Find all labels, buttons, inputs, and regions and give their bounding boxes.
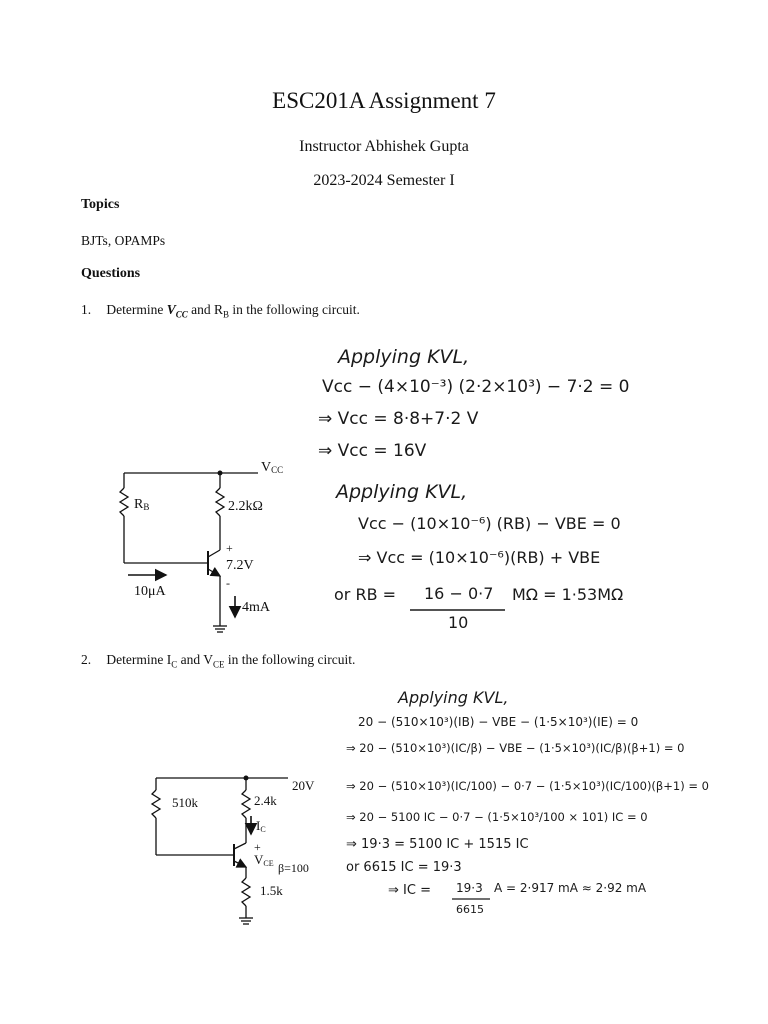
solution-1-line-8: or RB =	[334, 585, 397, 604]
solution-1-line-1: Applying KVL,	[338, 346, 470, 368]
solution-2-line-5: ⇒ 20 − 5100 IC − 0·7 − (1·5×10³/100 × 101) IC = 0	[346, 810, 648, 824]
question-1-text-b: and R	[187, 302, 224, 317]
solution-1-line-9: MΩ = 1·53MΩ	[512, 585, 624, 604]
questions-heading: Questions	[81, 266, 141, 281]
circuit-1-vce-label: 7.2V	[226, 558, 254, 573]
circuit-2-plus: +	[254, 840, 261, 854]
question-1-var-vcc: $V_{CC}$	[166, 302, 188, 320]
circuit-1-rb-resistor	[120, 488, 128, 516]
circuit-2-rb-resistor	[152, 790, 160, 818]
circuit-2-transistor-emitter	[234, 861, 246, 867]
solution-2-numerator: 19·3	[456, 881, 483, 895]
circuit-2-rc-resistor	[242, 790, 250, 818]
circuit-2-vce-label: VCE	[254, 852, 274, 868]
solution-1-line-2: Vcc − (4×10⁻³) (2·2×10³) − 7·2 = 0	[322, 377, 630, 397]
circuit-1-vcc-label: VCC	[261, 460, 284, 475]
question-2-text-b: and V	[177, 652, 213, 667]
solution-1-line-3: ⇒ Vcc = 8·8+7·2 V	[318, 409, 479, 429]
circuit-1-minus: -	[226, 576, 230, 590]
solution-2-line-1: Applying KVL,	[398, 688, 509, 707]
solution-1-numerator: 16 − 0·7	[424, 584, 494, 603]
circuit-1-ib-label: 10μA	[134, 584, 166, 599]
topics-heading: Topics	[81, 197, 120, 212]
circuit-2-rb-label: 510k	[172, 795, 198, 810]
circuit-2-rc-label: 2.4k	[254, 793, 277, 808]
solution-2-line-8: ⇒ IC =	[388, 883, 431, 898]
solution-2-line-2: 20 − (510×10³)(IB) − VBE − (1·5×10³)(IE) = 0	[358, 715, 639, 729]
question-2-text-c: in the following circuit.	[224, 652, 356, 667]
circuit-2-ic-label: IC	[256, 818, 266, 834]
circuit-2-re-label: 1.5k	[260, 883, 283, 898]
solution-2-line-3: ⇒ 20 − (510×10³)(IC/β) − VBE − (1·5×10³)(IC/β)(β+1) = 0	[346, 741, 685, 755]
question-1-text-c: in the following circuit.	[229, 302, 360, 317]
solution-2-line-4: ⇒ 20 − (510×10³)(IC/100) − 0·7 − (1·5×10³)(IC/100)(β+1) = 0	[346, 779, 709, 793]
circuit-1-rc-label: 2.2kΩ	[228, 499, 263, 514]
semester-line: 2023-2024 Semester I	[313, 172, 455, 189]
document-title: ESC201A Assignment 7	[272, 88, 496, 113]
circuit-1-labels	[134, 460, 283, 615]
question-2-var-ic-sub: C	[171, 659, 178, 670]
solution-2-result: A = 2·917 mA ≈ 2·92 mA	[494, 881, 647, 895]
circuit-1-rc-resistor	[216, 488, 224, 516]
question-2-text-a: Determine I	[106, 652, 172, 667]
circuit-1-plus: +	[226, 541, 233, 555]
solution-2-denominator: 6615	[456, 903, 484, 916]
question-1-number: 1.	[81, 302, 92, 317]
solution-1-handwriting	[318, 346, 629, 632]
circuit-2-re-resistor	[242, 878, 250, 906]
solution-1-line-4: ⇒ Vcc = 16V	[318, 441, 427, 461]
instructor-line: Instructor Abhishek Gupta	[299, 138, 469, 155]
solution-2-line-6: ⇒ 19·3 = 5100 IC + 1515 IC	[346, 837, 529, 852]
question-1-text-a: Determine	[106, 302, 167, 317]
question-2-number: 2.	[81, 652, 92, 667]
question-1-var-rb-sub: B	[223, 309, 230, 320]
solution-1-line-6: Vcc − (10×10⁻⁶) (RB) − VBE = 0	[358, 514, 621, 533]
circuit-1-ic-label: 4mA	[242, 600, 270, 615]
circuit-2-vcc-label: 20V	[292, 778, 315, 793]
circuit-1-transistor-emitter	[208, 569, 220, 576]
solution-1-line-7: ⇒ Vcc = (10×10⁻⁶)(RB) + VBE	[358, 548, 601, 567]
solution-2-line-7: or 6615 IC = 19·3	[346, 860, 462, 875]
question-2-var-vce-sub: CE	[212, 659, 225, 670]
solution-1-line-5: Applying KVL,	[336, 481, 468, 503]
topics-text: BJTs, OPAMPs	[81, 233, 166, 248]
circuit-2-beta-label: β=100	[278, 861, 309, 875]
circuit-1-rb-label: RB	[134, 497, 150, 512]
circuit-1	[120, 471, 258, 633]
solution-2-handwriting	[346, 688, 709, 916]
solution-1-denominator: 10	[448, 613, 469, 632]
